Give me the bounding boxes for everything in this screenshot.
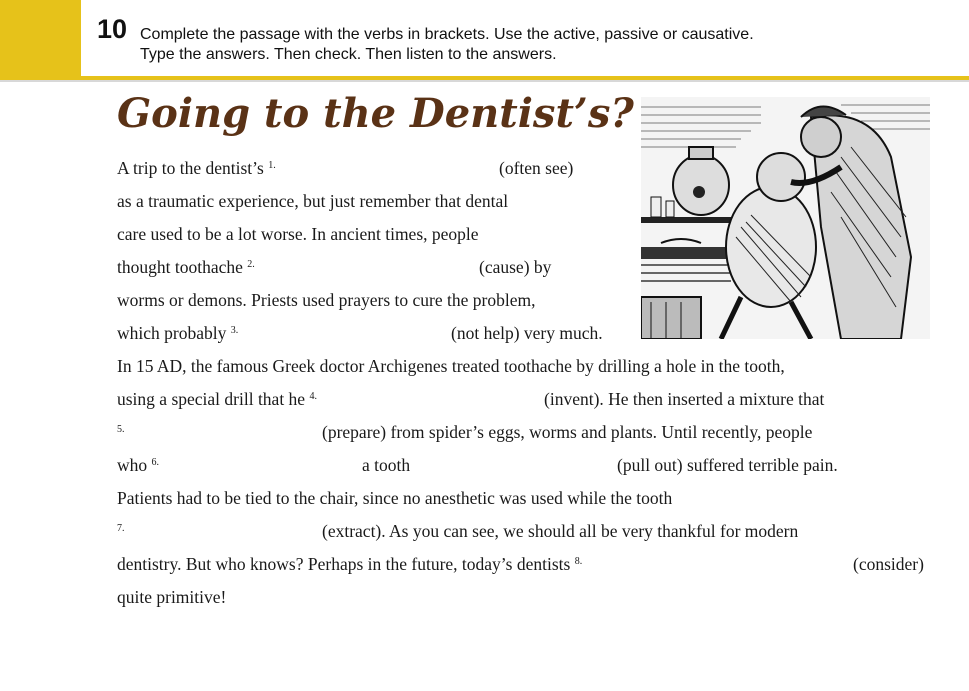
gap-number-5: 5.	[117, 424, 125, 435]
passage-line-4	[117, 257, 255, 277]
passage-line-12	[117, 521, 125, 541]
gap-number-4: 4.	[309, 391, 317, 402]
passage-line-5: worms or demons. Priests used prayers to cure the problem,	[117, 290, 536, 310]
exercise-instructions	[140, 25, 754, 65]
passage-text: thought toothache	[117, 257, 243, 277]
instruction-line-1: Complete the passage with the verbs in brackets. Use the active, passive or causative.	[140, 26, 754, 43]
verb-hint-3: (not help) very much.	[451, 323, 603, 343]
verb-hint-8: (consider)	[853, 554, 924, 574]
gap-number-1: 1.	[268, 160, 276, 171]
gap-number-7: 7.	[117, 523, 125, 534]
passage-line-2: as a traumatic experience, but just remember that dental	[117, 191, 509, 211]
passage-line-3: care used to be a lot worse. In ancient times, people	[117, 224, 479, 244]
woodcut-dentist-illustration	[641, 97, 930, 339]
verb-hint-2: (cause) by	[479, 257, 552, 277]
passage-line-7: In 15 AD, the famous Greek doctor Archigenes treated toothache by drilling a hole in the tooth,	[117, 356, 785, 376]
passage-line-1	[117, 158, 276, 178]
passage-text: using a special drill that he	[117, 389, 306, 409]
passage-line-13	[117, 554, 582, 574]
verb-hint-4: (invent). He then inserted a mixture that	[544, 389, 825, 409]
passage-line-8	[117, 389, 317, 409]
passage-line-11: Patients had to be tied to the chair, since no anesthetic was used while the tooth	[117, 488, 673, 508]
exercise-number: 10	[97, 14, 128, 44]
answer-input-2[interactable]	[288, 257, 474, 277]
answer-input-5[interactable]	[132, 422, 318, 442]
article-title: Going to the Dentist’s?	[117, 90, 634, 137]
answer-input-8[interactable]	[662, 554, 848, 574]
passage-text: A trip to the dentist’s	[117, 158, 264, 178]
answer-input-3[interactable]	[262, 323, 446, 343]
answer-input-6a[interactable]	[168, 455, 358, 475]
gap-number-3: 3.	[230, 325, 239, 336]
gap-number-2: 2.	[247, 259, 255, 270]
gap-number-6: 6.	[151, 457, 160, 468]
instruction-line-2: Type the answers. Then check. Then listen to the answers.	[140, 46, 557, 63]
passage-line-9	[117, 422, 125, 442]
verb-hint-5: (prepare) from spider’s eggs, worms and plants. Until recently, people	[322, 422, 813, 442]
gap-number-8: 8.	[574, 556, 583, 567]
passage-line-6	[117, 323, 238, 343]
header-divider-shadow	[0, 80, 969, 82]
passage-text: who	[117, 455, 148, 475]
verb-hint-1: (often see)	[499, 158, 574, 178]
verb-hint-6: (pull out) suffered terrible pain.	[617, 455, 838, 475]
header-accent-block	[0, 0, 81, 76]
answer-input-6b[interactable]	[426, 455, 612, 475]
answer-input-1[interactable]	[305, 158, 495, 178]
answer-input-4[interactable]	[352, 389, 540, 409]
verb-hint-7: (extract). As you can see, we should all be very thankful for modern	[322, 521, 799, 541]
passage-line-14: quite primitive!	[117, 587, 227, 607]
passage-line-10	[117, 455, 159, 475]
passage-text: dentistry. But who knows? Perhaps in the future, today’s dentists	[117, 554, 571, 574]
passage-text: which probably	[117, 323, 227, 343]
answer-input-7[interactable]	[132, 521, 318, 541]
passage-text-a-tooth: a tooth	[362, 455, 411, 475]
